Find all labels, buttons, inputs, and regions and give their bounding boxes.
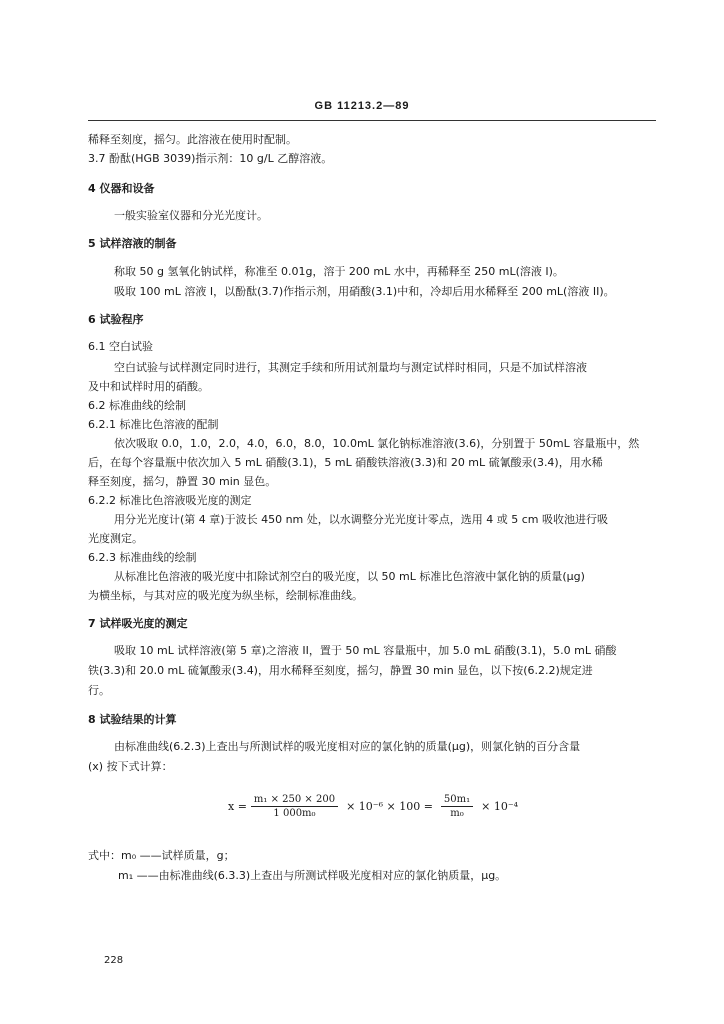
section-7-heading: 7 试样吸光度的测定 [88, 617, 188, 630]
text-line: 稀释至刻度，摇匀。此溶液在使用时配制。 [88, 133, 297, 146]
clause-6-2-2-text-1: 用分光光度计(第 4 章)于波长 450 nm 处，以水调整分光光度计零点，选用 4 或 5 cm 吸收池进行吸 [114, 513, 608, 526]
header-rule [88, 120, 656, 121]
clause-6-2-2-text-2: 光度测定。 [88, 532, 143, 545]
formula-fraction-2-denominator: m₀ [450, 808, 464, 819]
formula-fraction-1 [251, 794, 338, 819]
section-6-heading: 6 试验程序 [88, 313, 144, 326]
formula-tail: × 10⁻⁴ [481, 800, 519, 813]
clause-6-1-text-2: 及中和试样时用的硝酸。 [88, 380, 209, 393]
section-4-text: 一般实验室仪器和分光光度计。 [114, 209, 268, 222]
clause-3-7: 3.7 酚酞(HGB 3039)指示剂：10 g/L 乙醇溶液。 [88, 152, 333, 165]
calculation-formula [228, 794, 522, 819]
clause-6-2-1-text-3: 释至刻度，摇匀，静置 30 min 显色。 [88, 475, 277, 488]
page-header: GB 11213.2—89 [314, 100, 410, 112]
section-8-heading: 8 试验结果的计算 [88, 713, 177, 726]
section-7-text-2: 铁(3.3)和 20.0 mL 硫氰酸汞(3.4)，用水稀释至刻度，摇匀，静置 30 min 显色，以下按(6.2.2)规定进 [88, 664, 593, 677]
section-8-text-2: (x) 按下式计算： [88, 760, 173, 773]
clause-6-2-1-text-1: 依次吸取 0.0，1.0，2.0，4.0，6.0，8.0，10.0mL 氯化钠标准溶液(3.6)，分别置于 50mL 容量瓶中，然 [114, 437, 640, 450]
section-7-text-1: 吸取 10 mL 试样溶液(第 5 章)之溶液 II，置于 50 mL 容量瓶中，加 5.0 mL 硝酸(3.1)，5.0 mL 硝酸 [114, 644, 617, 657]
section-4-heading: 4 仪器和设备 [88, 182, 155, 195]
section-5-text-1: 称取 50 g 氢氧化钠试样，称准至 0.01g，溶于 200 mL 水中，再稀释至 250 mL(溶液 I)。 [114, 265, 564, 278]
section-7-text-3: 行。 [88, 684, 110, 697]
where-m0: 式中：m₀ ——试样质量，g； [88, 849, 235, 862]
where-m1: m₁ ——由标准曲线(6.3.3)上查出与所测试样吸光度相对应的氯化钠质量，μg。 [118, 869, 507, 882]
clause-6-2-2-heading: 6.2.2 标准比色溶液吸光度的测定 [88, 494, 252, 507]
clause-6-2-1-text-2: 后，在每个容量瓶中依次加入 5 mL 硝酸(3.1)，5 mL 硝酸铁溶液(3.3)和 20 mL 硫氰酸汞(3.4)，用水稀 [88, 456, 603, 469]
formula-fraction-2 [441, 794, 473, 819]
clause-6-2-heading: 6.2 标准曲线的绘制 [88, 399, 186, 412]
clause-6-2-3-text-2: 为横坐标，与其对应的吸光度为纵坐标，绘制标准曲线。 [88, 589, 363, 602]
section-8-text-1: 由标准曲线(6.2.3)上查出与所测试样的吸光度相对应的氯化钠的质量(μg)，则氯化钠的百分含量 [114, 740, 581, 753]
page-number: 228 [104, 955, 124, 966]
formula-fraction-1-numerator: m₁ × 250 × 200 [251, 794, 338, 807]
section-5-text-2: 吸取 100 mL 溶液 I，以酚酞(3.7)作指示剂，用硝酸(3.1)中和，冷却后用水稀释至 200 mL(溶液 II)。 [114, 285, 615, 298]
formula-fraction-2-numerator: 50m₁ [441, 794, 473, 807]
formula-lhs: x = [228, 800, 247, 813]
formula-middle: × 10⁻⁶ × 100 = [346, 800, 433, 813]
clause-6-2-3-heading: 6.2.3 标准曲线的绘制 [88, 551, 197, 564]
section-5-heading: 5 试样溶液的制备 [88, 237, 177, 250]
formula-fraction-1-denominator: 1 000m₀ [273, 808, 316, 819]
clause-6-1-heading: 6.1 空白试验 [88, 340, 153, 353]
clause-6-2-3-text-1: 从标准比色溶液的吸光度中扣除试剂空白的吸光度，以 50 mL 标准比色溶液中氯化钠的质量(μg) [114, 570, 585, 583]
clause-6-2-1-heading: 6.2.1 标准比色溶液的配制 [88, 418, 219, 431]
clause-6-1-text-1: 空白试验与试样测定同时进行，其测定手续和所用试剂量均与测定试样时相同，只是不加试样溶液 [114, 361, 587, 374]
